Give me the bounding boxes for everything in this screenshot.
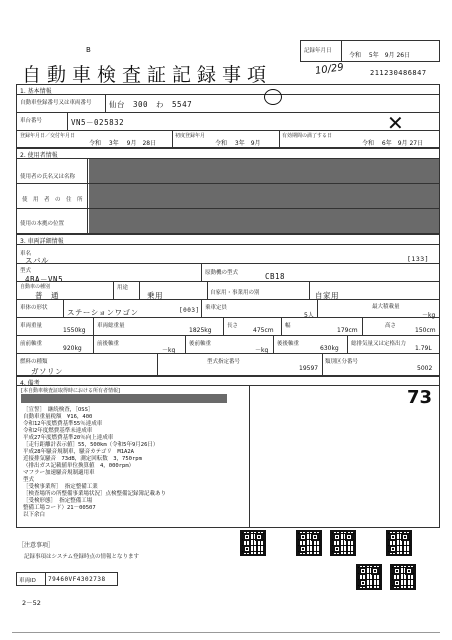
make-value: スバル [25, 256, 49, 265]
first-reg-value: 令和 3年 9月 28日 [89, 140, 157, 147]
record-date-box [300, 40, 440, 62]
remark-line: 以下余白 [23, 512, 46, 518]
remark-line: 整備工場コード）21－00507 [23, 505, 96, 511]
front-front-axle-value: 920kg [63, 345, 82, 352]
user-address-redaction [89, 184, 439, 208]
displacement-label: 総排気量又は定格出力 [351, 341, 407, 347]
fuel-value: ガソリン [31, 367, 63, 376]
section-user-info [16, 148, 440, 234]
use-label: 用途 [117, 285, 129, 291]
section2-heading: 2. 使用者情報 [20, 152, 58, 159]
page-mark: 2－52 [22, 599, 41, 607]
initial-reg-label: 初度登録年月 [175, 133, 206, 139]
remark-line: ［受検形態］ 指定整備工場 [23, 498, 93, 504]
gross-label: 車両総重量 [97, 323, 125, 329]
weight-value: 1550kg [63, 327, 86, 334]
gross-value: 1825kg [189, 327, 212, 334]
rear-rear-axle-value: 630kg [320, 345, 339, 352]
engine-value: CB18 [265, 272, 286, 281]
vehicle-id-value: 79460VF4302738 [48, 576, 106, 583]
section1-heading: 1. 基本情報 [20, 88, 52, 95]
qr-codes [234, 528, 434, 592]
user-name-label: 使用者の氏名又は名称 [20, 174, 76, 180]
engine-label: 原動機の型式 [205, 270, 239, 276]
width-value: 179cm [337, 327, 358, 334]
qr-code [240, 530, 266, 556]
base-location-label: 使用の本拠の位置 [20, 221, 65, 227]
model-label: 型式 [20, 268, 32, 274]
section-remarks [16, 376, 440, 528]
capacity-label: 乗車定員 [205, 305, 228, 311]
front-rear-axle-label: 前後軸重 [97, 341, 120, 347]
displacement-value: 1.79L [415, 345, 432, 352]
rear-rear-axle-label: 後後軸重 [277, 341, 300, 347]
record-date-label: 記録年月日 [304, 48, 332, 54]
rear-front-axle-label: 後前軸重 [189, 341, 212, 347]
user-address-label: 使 用 者 の 住 所 [22, 197, 83, 203]
front-rear-axle-value: －kg [162, 347, 176, 354]
qr-code [356, 564, 382, 590]
remark-line: 近接排気騒音 73dB，測定回転数 3，750rpm [23, 456, 142, 462]
remark-line: （排出ガス記載値単位換算値 4，000rpm） [23, 463, 135, 469]
kind-value: 普 通 [35, 291, 59, 300]
qr-code [386, 530, 412, 556]
user-name-redaction [89, 159, 439, 183]
expiry-value: 令和 6年 9月 27日 [362, 140, 424, 147]
owner-info-redaction [21, 394, 227, 403]
record-date-value: 令和 5年 9月 26日 [349, 52, 411, 59]
body-value: ステーションワゴン [67, 308, 139, 317]
remarks-list [23, 407, 247, 519]
remark-line: 型式 [23, 477, 35, 483]
b-mark: B [86, 46, 91, 54]
body-code: [003] [179, 307, 200, 314]
class-no-value: 5002 [417, 365, 433, 372]
type-no-value: 19597 [299, 365, 319, 372]
handwritten-circle [264, 89, 282, 105]
owner-info-heading: [本自動車検査証取得時における所有者情報] [21, 388, 120, 394]
chassis-value: VN5－025832 [71, 118, 125, 127]
private-label: 自家用・事業用の別 [210, 290, 260, 296]
expiry-label: 有効期間の満了する日 [282, 133, 333, 139]
remark-line: 自動車重量税額 ¥16，400 [23, 414, 93, 420]
capacity-value: 5人 [304, 312, 314, 319]
handwritten-number: 73 [407, 387, 433, 408]
remark-line: 令和12年度燃費基準55％達成車 [23, 421, 103, 427]
length-value: 475cm [253, 327, 274, 334]
remark-line: ［走行距離計表示値］55，500km（令和5年9月26日） [23, 442, 159, 448]
handwritten-cross: ✕ [387, 111, 404, 135]
remark-line: ［受検事業所］ 指定整備工業 [23, 484, 98, 490]
private-value: 自家用 [315, 291, 339, 300]
document-title: 自動車検査証記録事項 [22, 64, 273, 86]
remark-line: マフラー加速騒音規制適用車 [23, 470, 95, 476]
page-bottom-rule [12, 632, 440, 633]
vehicle-id-label: 車両ID [19, 578, 36, 584]
use-value: 乗用 [147, 291, 163, 300]
chassis-label: 車台番号 [20, 118, 43, 124]
remark-line: 平成28年騒音規制車，騒音カテゴリ M1A2A [23, 449, 134, 455]
class-no-label: 類別区分番号 [325, 359, 359, 365]
vehicle-id-box [16, 572, 118, 586]
remark-line: ［宣誓］ 継続検査，［OSS］ [23, 407, 94, 413]
weight-label: 車両重量 [20, 323, 43, 329]
initial-reg-value: 令和 3年 9月 [215, 140, 261, 147]
kind-label: 自動車の種別 [20, 284, 51, 290]
section4-heading: 4. 備考 [20, 380, 40, 387]
rear-front-axle-value: －kg [255, 347, 269, 354]
remark-line: 平成27年度燃費基準20％向上達成車 [23, 435, 114, 441]
notes-text: 記録事項はシステム登録時点の情報となります [24, 554, 139, 560]
max-load-label: 最大積載量 [372, 304, 400, 310]
handwritten-date: 10/29 [314, 62, 345, 77]
body-label: 車体の形状 [20, 305, 48, 311]
reg-number-value: 仙台 300 わ 5547 [109, 100, 193, 109]
reg-number-label: 自動車登録番号又は車両番号 [20, 100, 92, 106]
first-reg-label: 登録年月日／交付年月日 [20, 133, 76, 139]
height-value: 150cm [415, 327, 436, 334]
length-label: 長さ [227, 323, 239, 329]
doc-number: 211230486847 [370, 69, 427, 77]
section-basic-info [16, 84, 440, 148]
remark-line: 令和2年度燃費基準未達成車 [23, 428, 93, 434]
type-no-label: 型式指定番号 [207, 359, 241, 365]
fuel-label: 燃料の種類 [20, 359, 48, 365]
front-front-axle-label: 前前軸重 [20, 341, 43, 347]
make-label: 車名 [20, 251, 32, 257]
model-value: 4BA－VN5 [25, 275, 64, 284]
make-code: [133] [407, 255, 430, 263]
width-label: 幅 [285, 323, 291, 329]
height-label: 高さ [385, 323, 397, 329]
remark-line: ［検査場所の所整備事業場状況］点検整備記録簿記載あり [23, 491, 167, 497]
section3-heading: 3. 車両詳細情報 [20, 238, 64, 245]
qr-code [330, 530, 356, 556]
section-vehicle-details [16, 234, 440, 376]
notes-heading: ［注意事項］ [18, 542, 55, 549]
max-load-value: －kg [422, 312, 436, 319]
base-location-redaction [89, 209, 439, 233]
qr-code [296, 530, 322, 556]
qr-code [390, 564, 416, 590]
